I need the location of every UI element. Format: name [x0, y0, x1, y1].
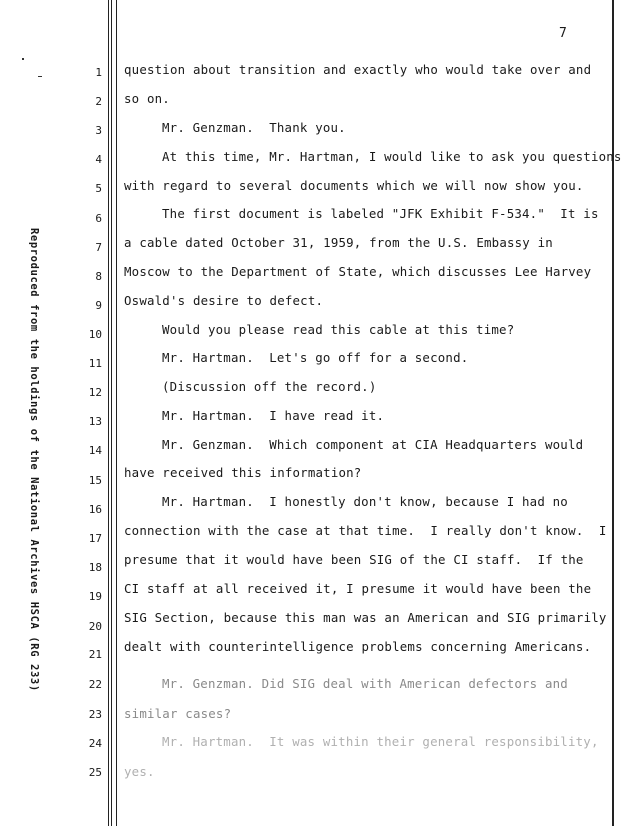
line-number: 1	[95, 66, 102, 79]
transcript-line: with regard to several documents which we will now show you.	[124, 178, 584, 193]
transcript-line: Oswald's desire to defect.	[124, 293, 324, 308]
line-number: 3	[95, 124, 102, 137]
speck-mark	[22, 58, 24, 60]
transcript-line: Mr. Genzman. Thank you.	[162, 120, 346, 135]
speck-mark	[38, 76, 42, 77]
line-number: 7	[95, 241, 102, 254]
line-number: 24	[88, 737, 102, 750]
margin-rule-left	[108, 0, 109, 826]
transcript-line: presume that it would have been SIG of the CI staff. If the	[124, 552, 584, 567]
line-number: 2	[95, 95, 102, 108]
transcript-line: (Discussion off the record.)	[162, 379, 377, 394]
line-number: 14	[88, 444, 102, 457]
line-number: 17	[88, 532, 102, 545]
transcript-line: Would you please read this cable at this time?	[162, 322, 515, 337]
transcript-line: CI staff at all received it, I presume it would have been the	[124, 581, 592, 596]
archive-reproduction-note: Reproduced from the holdings of the National Archives HSCA (RG 233)	[28, 228, 40, 692]
line-number: 9	[95, 299, 102, 312]
transcript-line: similar cases?	[124, 706, 232, 721]
transcript-line: a cable dated October 31, 1959, from the U.S. Embassy in	[124, 235, 553, 250]
line-number: 19	[88, 590, 102, 603]
transcript-line: At this time, Mr. Hartman, I would like to ask you questions	[162, 149, 622, 164]
line-number: 15	[88, 474, 102, 487]
transcript-line: so on.	[124, 91, 170, 106]
line-number: 21	[88, 648, 102, 661]
line-number: 8	[95, 270, 102, 283]
line-number: 18	[88, 561, 102, 574]
transcript-line: Mr. Hartman. It was within their general responsibility,	[162, 734, 599, 749]
line-number: 11	[88, 357, 102, 370]
page-number: 7	[559, 26, 567, 41]
line-number: 4	[95, 153, 102, 166]
transcript-line: SIG Section, because this man was an American and SIG primarily	[124, 610, 607, 625]
line-number: 25	[88, 766, 102, 779]
margin-rule-right	[612, 0, 614, 826]
line-number: 13	[88, 415, 102, 428]
transcript-line: connection with the case at that time. I really don't know. I	[124, 523, 607, 538]
transcript-line: question about transition and exactly who would take over and	[124, 62, 592, 77]
line-number: 20	[88, 620, 102, 633]
transcript-line: Mr. Hartman. Let's go off for a second.	[162, 350, 469, 365]
transcript-line: Mr. Hartman. I have read it.	[162, 408, 385, 423]
transcript-line: yes.	[124, 764, 155, 779]
transcript-line: Mr. Genzman. Which component at CIA Headquarters would	[162, 437, 584, 452]
line-number: 5	[95, 182, 102, 195]
transcript-line: Mr. Genzman. Did SIG deal with American defectors and	[162, 676, 568, 691]
line-number: 16	[88, 503, 102, 516]
line-number: 22	[88, 678, 102, 691]
transcript-line: Moscow to the Department of State, which discusses Lee Harvey	[124, 264, 592, 279]
transcript-line: The first document is labeled "JFK Exhibit F-534." It is	[162, 206, 599, 221]
line-number: 12	[88, 386, 102, 399]
margin-rule-left-2	[111, 0, 112, 826]
line-number: 6	[95, 212, 102, 225]
transcript-line: have received this information?	[124, 465, 362, 480]
margin-rule-left-3	[116, 0, 117, 826]
transcript-line: Mr. Hartman. I honestly don't know, because I had no	[162, 494, 568, 509]
line-number: 10	[88, 328, 102, 341]
transcript-line: dealt with counterintelligence problems concerning Americans.	[124, 639, 592, 654]
line-number: 23	[88, 708, 102, 721]
